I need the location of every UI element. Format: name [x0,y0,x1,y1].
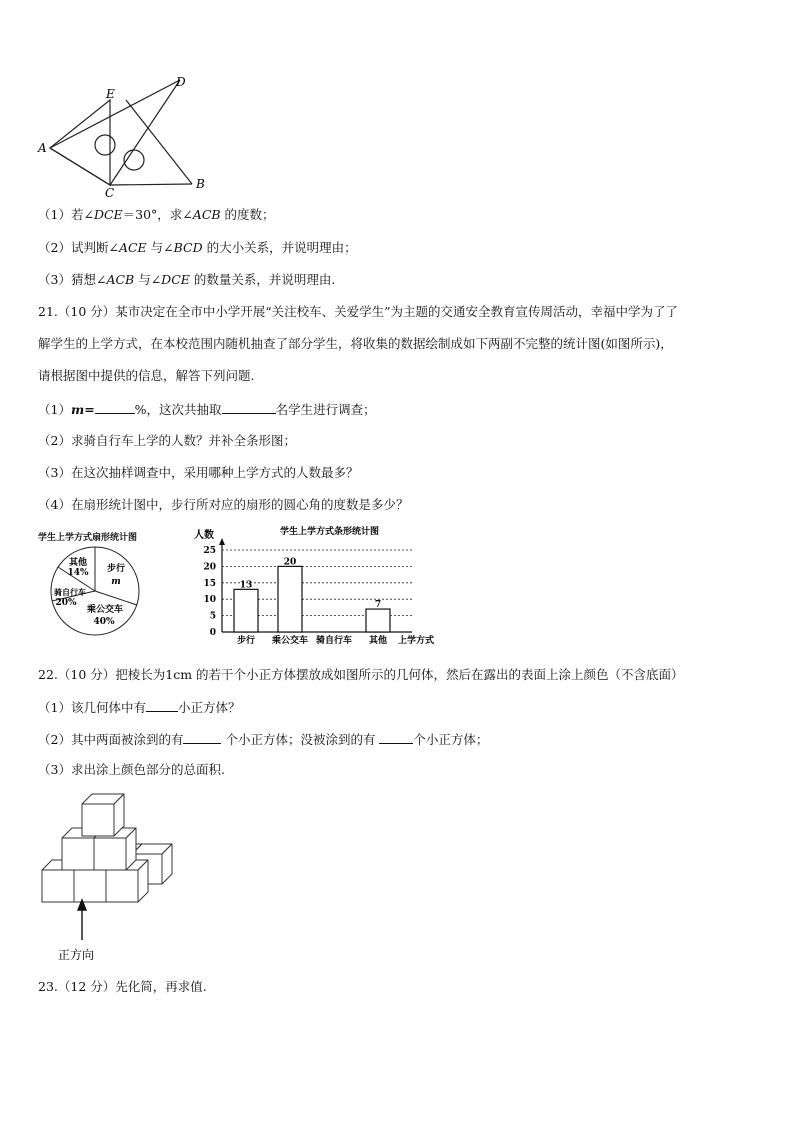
pie-chart-title: 学生上学方式扇形统计图 [38,533,138,543]
bar-chart-category-label: 骑自行车 [315,636,353,646]
q21-part4: （4）在扇形统计图中，步行所对应的扇形的圆心角的度数是多少？ [38,497,409,512]
bar-chart-y-tick-label: 20 [203,562,216,573]
answer-blank-total[interactable] [222,401,276,414]
q20-part2: （2）试判断∠ACE 与∠BCD 的大小关系，并说明理由； [38,240,357,255]
pie-label-other-pct: 14% [67,568,89,578]
cube-middle-1 [62,838,94,870]
cube-bottom-2 [74,870,106,902]
q22-part1: （1）该几何体中有 小正方体？ [38,700,241,715]
q22-part3: （3）求出涂上颜色部分的总面积. [38,762,225,777]
bar-chart-y-arrow-icon [219,538,225,545]
q20-part3: （3）猜想∠ACB 与∠DCE 的数量关系，并说明理由. [38,272,336,287]
bar-chart-data-label: 7 [374,600,382,611]
bar-chart [190,520,460,650]
answer-blank-count[interactable] [146,699,178,712]
q21-part1: （1）m= %，这次共抽取 名学生进行调查； [38,402,376,417]
bar-chart-y-tick-label: 15 [203,578,216,589]
pie-label-walk-name: 步行 [106,564,126,574]
bar-chart-bar [278,566,302,632]
q23-line1: 23.（12 分）先化简，再求值. [38,979,207,994]
bar-chart-category-label: 乘公交车 [271,636,309,646]
cube-middle-2 [94,838,126,870]
q21-line2: 解学生的上学方式，在本校范围内随机抽查了部分学生，将收集的数据绘制成如下两副不完整的统计图(如图所示)， [38,336,673,351]
hole-circle-left [95,135,115,155]
pie-label-bus-pct: 40% [93,617,115,627]
q21-part3: （3）在这次抽样调查中，采用哪种上学方式的人数最多？ [38,465,359,480]
point-e-label: E [106,87,115,101]
segment-eb-edge [126,100,192,184]
cube-bottom-1 [42,870,74,902]
answer-blank-m[interactable] [95,401,135,414]
point-c-label: C [105,186,115,200]
bar-chart-bar [366,609,390,632]
q22-part2: （2）其中两面被涂到的有 个小正方体；没被涂到的有 个小正方体； [38,732,489,747]
bar-chart-title: 学生上学方式条形统计图 [280,527,380,537]
pie-label-bike-pct: 20% [55,598,77,608]
bar-chart-y-tick-label: 10 [203,595,216,606]
triangle-figure [30,70,220,200]
cube-top [82,804,114,836]
bar-chart-bar [234,589,258,632]
q21-line3: 请根据图中提供的信息，解答下列问题. [38,368,255,383]
pie-label-other-name: 其他 [68,558,88,568]
triangle-ace [50,100,110,185]
bar-chart-y-tick-label: 0 [209,628,216,638]
bar-chart-y-tick-label: 5 [209,611,216,622]
pie-chart [40,545,190,640]
cube-stack-figure [36,790,176,970]
pie-label-bus-name: 乘公交车 [86,605,124,615]
bar-chart-y-tick-label: 25 [203,546,216,556]
bar-chart-data-label: 13 [239,580,253,591]
pie-divider-right [95,591,137,605]
point-d-label: D [176,75,186,89]
bar-chart-category-label: 其他 [368,636,388,646]
pie-label-bike-name: 骑自行车 [54,587,86,597]
q21-part2: （2）求骑自行车上学的人数？并补全条形图； [38,433,296,448]
q22-line1: 22.（10 分）把棱长为1cm 的若干个小正方体摆放成如图所示的几何体，然后在露出的表面上涂上颜色（不含底面） [38,667,684,682]
bar-chart-data-label: 20 [283,557,297,568]
bar-chart-ylabel: 人数 [194,530,214,541]
segment-cb [110,184,192,185]
answer-blank-unpainted[interactable] [379,731,413,744]
q21-line1: 21.（10 分）某市决定在全市中小学开展“关注校车、关爱学生”为主题的交通安全教育宣传周活动，幸福中学为了了 [38,304,679,319]
bar-chart-xlabel: 上学方式 [398,636,435,646]
q20-part1: （1）若∠DCE＝30°，求∠ACB 的度数； [38,207,275,222]
front-direction-label: 正方向 [58,948,95,962]
answer-blank-two-faces[interactable] [183,731,221,744]
point-b-label: B [196,177,205,191]
cube-bottom-3 [106,870,138,902]
point-a-label: A [38,141,47,155]
bar-chart-category-label: 步行 [236,636,256,646]
pie-label-walk-pct: m [111,577,121,587]
